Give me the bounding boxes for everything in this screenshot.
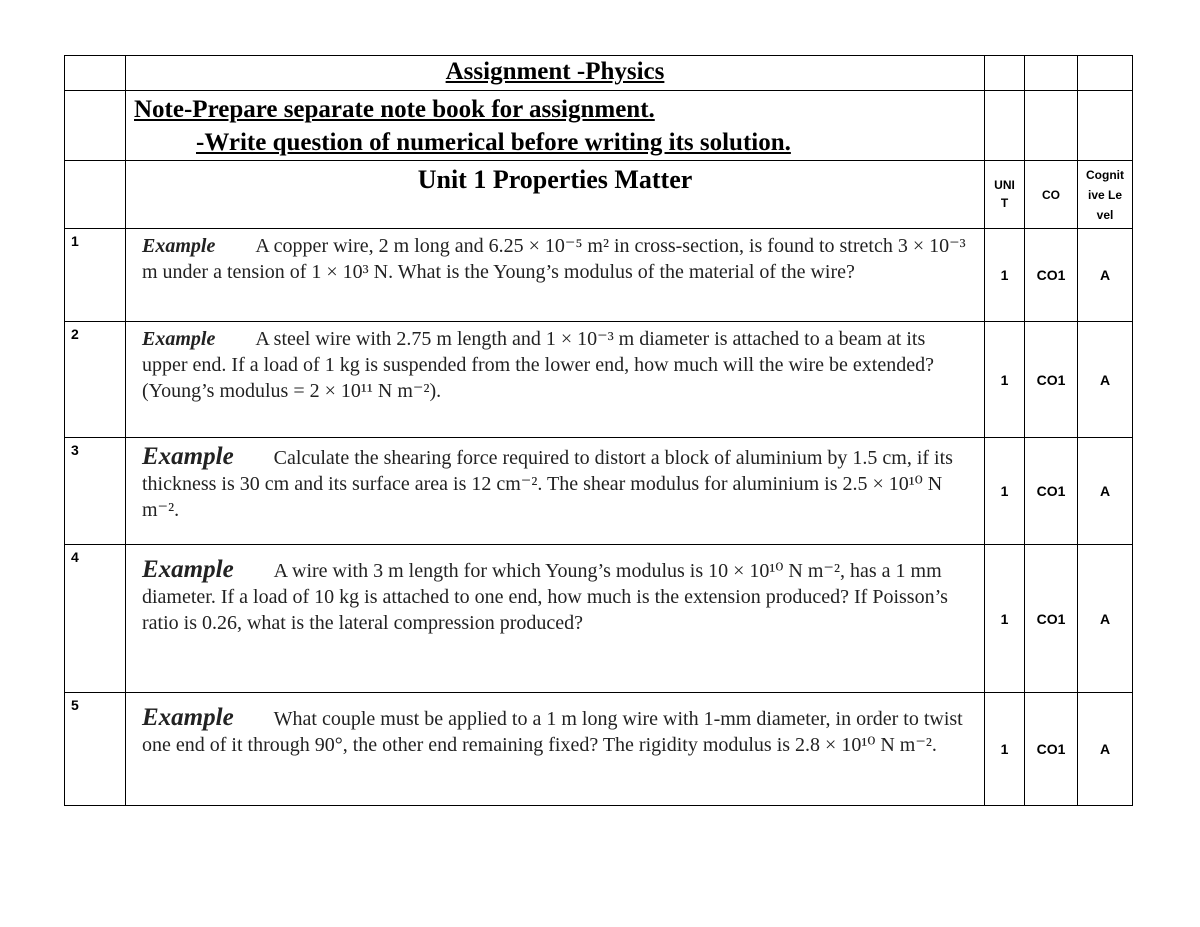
- note-line-2: -Write question of numerical before writing its solution.: [196, 128, 791, 156]
- level-cell: A: [1078, 693, 1133, 806]
- unit-cell: 1: [985, 693, 1025, 806]
- example-label: Example: [142, 443, 234, 470]
- column-header-level: Cognitive Level: [1078, 161, 1133, 229]
- unit-cell: 1: [985, 322, 1025, 438]
- header-row: [65, 161, 1133, 229]
- unit-title: Unit 1 Properties Matter: [126, 161, 985, 229]
- question-number: 2: [65, 322, 126, 438]
- note-row: [65, 91, 1133, 161]
- table-row: [65, 322, 1133, 438]
- unit-cell: 1: [985, 545, 1025, 693]
- question-number: 5: [65, 693, 126, 806]
- assignment-note: [126, 91, 985, 161]
- column-header-co: CO: [1025, 161, 1078, 229]
- co-cell: CO1: [1025, 229, 1078, 322]
- question-text: Example A steel wire with 2.75 m length and 1 × 10⁻³ m diameter is attached to a beam at its upper end. If a load of 1 kg is suspended from the lower end, how much will the wire be extended? (Young’s modulus = 2 × 10¹¹ N m⁻²).: [126, 322, 985, 438]
- question-number: 3: [65, 438, 126, 545]
- unit-cell: 1: [985, 229, 1025, 322]
- assignment-table: [64, 55, 1133, 806]
- unit-cell: 1: [985, 438, 1025, 545]
- question-text: Example A copper wire, 2 m long and 6.25 × 10⁻⁵ m² in cross-section, is found to stretch 3 × 10⁻³ m under a tension of 1 × 10³ N. What is the Young’s modulus of the material of the wire?: [126, 229, 985, 322]
- question-text: Example What couple must be applied to a 1 m long wire with 1-mm diameter, in order to twist one end of it through 90°, the other end remaining fixed? The rigidity modulus is 2.8 × 10¹⁰ N m⁻².: [126, 693, 985, 806]
- example-label: Example: [142, 328, 216, 350]
- question-text: Example Calculate the shearing force required to distort a block of aluminium by 1.5 cm, if its thickness is 30 cm and its surface area is 12 cm⁻². The shear modulus for aluminium is 2.5 × 10¹⁰ N m⁻².: [126, 438, 985, 545]
- level-cell: A: [1078, 322, 1133, 438]
- level-cell: A: [1078, 438, 1133, 545]
- table-row: [65, 545, 1133, 693]
- co-cell: CO1: [1025, 438, 1078, 545]
- column-header-unit: UNIT: [985, 161, 1025, 229]
- example-label: Example: [142, 235, 216, 257]
- level-cell: A: [1078, 545, 1133, 693]
- question-number: 1: [65, 229, 126, 322]
- page-title: Assignment -Physics: [126, 56, 985, 91]
- question-number: 4: [65, 545, 126, 693]
- co-cell: CO1: [1025, 693, 1078, 806]
- table-row: [65, 438, 1133, 545]
- table-row: [65, 693, 1133, 806]
- co-cell: CO1: [1025, 545, 1078, 693]
- example-label: Example: [142, 556, 234, 583]
- table-row: [65, 229, 1133, 322]
- example-label: Example: [142, 704, 234, 731]
- level-cell: A: [1078, 229, 1133, 322]
- co-cell: CO1: [1025, 322, 1078, 438]
- note-line-1: Note-Prepare separate note book for assignment.: [134, 95, 655, 123]
- question-text: Example A wire with 3 m length for which Young’s modulus is 10 × 10¹⁰ N m⁻², has a 1 mm diameter. If a load of 10 kg is attached to one end, how much is the extension produced? If Poisson’s ratio is 0.26, what is the lateral compression produced?: [126, 545, 985, 693]
- title-row: [65, 56, 1133, 91]
